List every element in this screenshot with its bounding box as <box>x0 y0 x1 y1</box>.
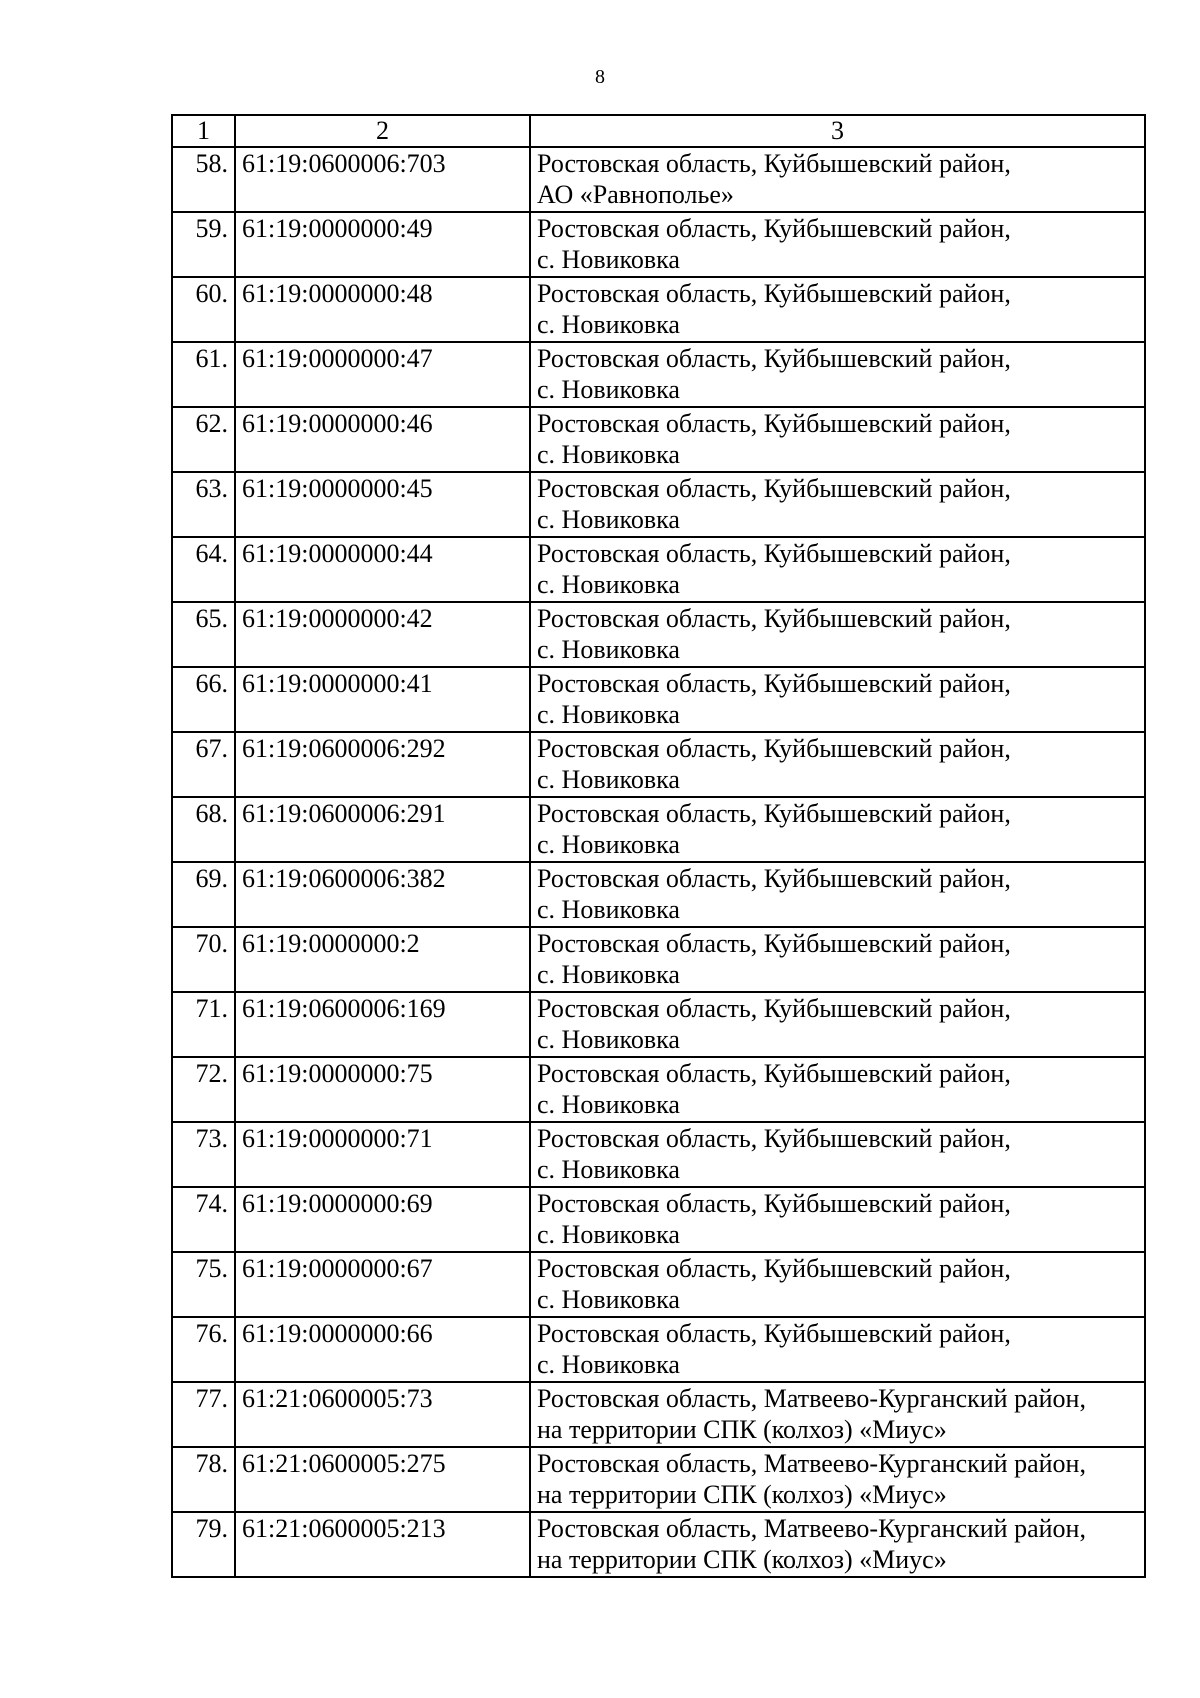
header-row <box>172 115 1145 147</box>
address-cell <box>530 732 1145 797</box>
table-row <box>172 797 1145 862</box>
table-row <box>172 1122 1145 1187</box>
address-line-1: Ростовская область, Куйбышевский район, <box>537 344 1011 373</box>
table-header <box>172 115 1145 147</box>
address-cell <box>530 862 1145 927</box>
row-number-cell: 66. <box>172 667 235 732</box>
address-line-1: Ростовская область, Матвеево-Курганский район, <box>537 1449 1086 1478</box>
table-row <box>172 1187 1145 1252</box>
address-cell <box>530 212 1145 277</box>
address-line-1: Ростовская область, Куйбышевский район, <box>537 799 1011 828</box>
cadastral-number-cell: 61:19:0000000:67 <box>235 1252 530 1317</box>
address-line-2: с. Новиковка <box>537 1285 680 1314</box>
row-number-cell: 58. <box>172 147 235 212</box>
table-row <box>172 147 1145 212</box>
address-line-2: с. Новиковка <box>537 830 680 859</box>
row-number-cell: 59. <box>172 212 235 277</box>
address-cell <box>530 277 1145 342</box>
address-line-1: Ростовская область, Куйбышевский район, <box>537 929 1011 958</box>
address-line-2: с. Новиковка <box>537 765 680 794</box>
cadastral-number-cell: 61:19:0000000:69 <box>235 1187 530 1252</box>
address-line-2: с. Новиковка <box>537 1090 680 1119</box>
table-body <box>172 147 1145 1577</box>
cadastral-number-cell: 61:19:0000000:41 <box>235 667 530 732</box>
address-cell <box>530 927 1145 992</box>
header-col-3: 3 <box>530 115 1145 147</box>
address-line-2: с. Новиковка <box>537 960 680 989</box>
table-row <box>172 1447 1145 1512</box>
row-number-cell: 71. <box>172 992 235 1057</box>
table-row <box>172 667 1145 732</box>
cadastral-number-cell: 61:19:0000000:71 <box>235 1122 530 1187</box>
table-row <box>172 1317 1145 1382</box>
address-cell <box>530 1382 1145 1447</box>
table-row <box>172 472 1145 537</box>
address-line-1: Ростовская область, Куйбышевский район, <box>537 669 1011 698</box>
address-line-2: АО «Равнополье» <box>537 180 734 209</box>
row-number-cell: 77. <box>172 1382 235 1447</box>
cadastral-number-cell: 61:19:0000000:42 <box>235 602 530 667</box>
cadastral-number-cell: 61:19:0600006:703 <box>235 147 530 212</box>
address-line-1: Ростовская область, Куйбышевский район, <box>537 994 1011 1023</box>
table-row <box>172 212 1145 277</box>
address-cell <box>530 667 1145 732</box>
address-cell <box>530 342 1145 407</box>
table-row <box>172 407 1145 472</box>
cadastral-number-cell: 61:21:0600005:73 <box>235 1382 530 1447</box>
address-line-1: Ростовская область, Куйбышевский район, <box>537 149 1011 178</box>
address-line-1: Ростовская область, Матвеево-Курганский район, <box>537 1514 1086 1543</box>
row-number-cell: 62. <box>172 407 235 472</box>
address-line-2: с. Новиковка <box>537 1025 680 1054</box>
table-row <box>172 992 1145 1057</box>
address-cell <box>530 407 1145 472</box>
address-line-1: Ростовская область, Куйбышевский район, <box>537 1124 1011 1153</box>
address-line-2: с. Новиковка <box>537 635 680 664</box>
table-row <box>172 602 1145 667</box>
cadastral-number-cell: 61:19:0000000:45 <box>235 472 530 537</box>
row-number-cell: 69. <box>172 862 235 927</box>
row-number-cell: 74. <box>172 1187 235 1252</box>
row-number-cell: 63. <box>172 472 235 537</box>
address-cell <box>530 147 1145 212</box>
address-line-2: с. Новиковка <box>537 700 680 729</box>
address-line-2: с. Новиковка <box>537 375 680 404</box>
address-cell <box>530 537 1145 602</box>
row-number-cell: 72. <box>172 1057 235 1122</box>
address-line-1: Ростовская область, Куйбышевский район, <box>537 1189 1011 1218</box>
table-row <box>172 862 1145 927</box>
cadastral-number-cell: 61:19:0600006:169 <box>235 992 530 1057</box>
address-line-1: Ростовская область, Куйбышевский район, <box>537 539 1011 568</box>
address-cell <box>530 472 1145 537</box>
address-cell <box>530 992 1145 1057</box>
cadastral-number-cell: 61:21:0600005:213 <box>235 1512 530 1577</box>
address-line-1: Ростовская область, Куйбышевский район, <box>537 279 1011 308</box>
address-cell <box>530 1512 1145 1577</box>
cadastral-number-cell: 61:19:0000000:66 <box>235 1317 530 1382</box>
row-number-cell: 67. <box>172 732 235 797</box>
cadastral-number-cell: 61:19:0000000:2 <box>235 927 530 992</box>
address-cell <box>530 1122 1145 1187</box>
header-col-2: 2 <box>235 115 530 147</box>
land-parcel-table <box>171 114 1146 1578</box>
address-line-1: Ростовская область, Матвеево-Курганский район, <box>537 1384 1086 1413</box>
address-cell <box>530 1057 1145 1122</box>
row-number-cell: 60. <box>172 277 235 342</box>
cadastral-number-cell: 61:19:0000000:44 <box>235 537 530 602</box>
cadastral-number-cell: 61:21:0600005:275 <box>235 1447 530 1512</box>
row-number-cell: 70. <box>172 927 235 992</box>
address-cell <box>530 602 1145 667</box>
cadastral-number-cell: 61:19:0000000:49 <box>235 212 530 277</box>
address-line-2: на территории СПК (колхоз) «Миус» <box>537 1545 947 1574</box>
address-line-2: на территории СПК (колхоз) «Миус» <box>537 1480 947 1509</box>
address-line-2: на территории СПК (колхоз) «Миус» <box>537 1415 947 1444</box>
address-line-2: с. Новиковка <box>537 1155 680 1184</box>
address-line-2: с. Новиковка <box>537 1350 680 1379</box>
cadastral-number-cell: 61:19:0600006:291 <box>235 797 530 862</box>
cadastral-number-cell: 61:19:0000000:48 <box>235 277 530 342</box>
cadastral-number-cell: 61:19:0000000:46 <box>235 407 530 472</box>
address-cell <box>530 1187 1145 1252</box>
row-number-cell: 79. <box>172 1512 235 1577</box>
table-row <box>172 927 1145 992</box>
address-line-1: Ростовская область, Куйбышевский район, <box>537 864 1011 893</box>
address-line-1: Ростовская область, Куйбышевский район, <box>537 1254 1011 1283</box>
address-cell <box>530 1317 1145 1382</box>
row-number-cell: 68. <box>172 797 235 862</box>
row-number-cell: 75. <box>172 1252 235 1317</box>
cadastral-number-cell: 61:19:0600006:382 <box>235 862 530 927</box>
address-line-1: Ростовская область, Куйбышевский район, <box>537 1059 1011 1088</box>
cadastral-number-cell: 61:19:0000000:75 <box>235 1057 530 1122</box>
row-number-cell: 73. <box>172 1122 235 1187</box>
address-line-2: с. Новиковка <box>537 245 680 274</box>
address-line-2: с. Новиковка <box>537 1220 680 1249</box>
address-line-2: с. Новиковка <box>537 570 680 599</box>
address-line-1: Ростовская область, Куйбышевский район, <box>537 214 1011 243</box>
table-row <box>172 732 1145 797</box>
row-number-cell: 61. <box>172 342 235 407</box>
table-row <box>172 277 1145 342</box>
address-line-1: Ростовская область, Куйбышевский район, <box>537 734 1011 763</box>
cadastral-number-cell: 61:19:0000000:47 <box>235 342 530 407</box>
address-cell <box>530 1252 1145 1317</box>
table-row <box>172 1382 1145 1447</box>
address-line-1: Ростовская область, Куйбышевский район, <box>537 409 1011 438</box>
header-col-1: 1 <box>172 115 235 147</box>
address-line-1: Ростовская область, Куйбышевский район, <box>537 474 1011 503</box>
table-row <box>172 1057 1145 1122</box>
cadastral-number-cell: 61:19:0600006:292 <box>235 732 530 797</box>
row-number-cell: 65. <box>172 602 235 667</box>
address-line-1: Ростовская область, Куйбышевский район, <box>537 1319 1011 1348</box>
table-row <box>172 342 1145 407</box>
address-cell <box>530 797 1145 862</box>
page-number: 8 <box>595 66 605 88</box>
address-line-2: с. Новиковка <box>537 895 680 924</box>
row-number-cell: 76. <box>172 1317 235 1382</box>
table-row <box>172 537 1145 602</box>
address-cell <box>530 1447 1145 1512</box>
table-row <box>172 1512 1145 1577</box>
address-line-2: с. Новиковка <box>537 310 680 339</box>
row-number-cell: 78. <box>172 1447 235 1512</box>
address-line-1: Ростовская область, Куйбышевский район, <box>537 604 1011 633</box>
row-number-cell: 64. <box>172 537 235 602</box>
table-row <box>172 1252 1145 1317</box>
address-line-2: с. Новиковка <box>537 505 680 534</box>
address-line-2: с. Новиковка <box>537 440 680 469</box>
